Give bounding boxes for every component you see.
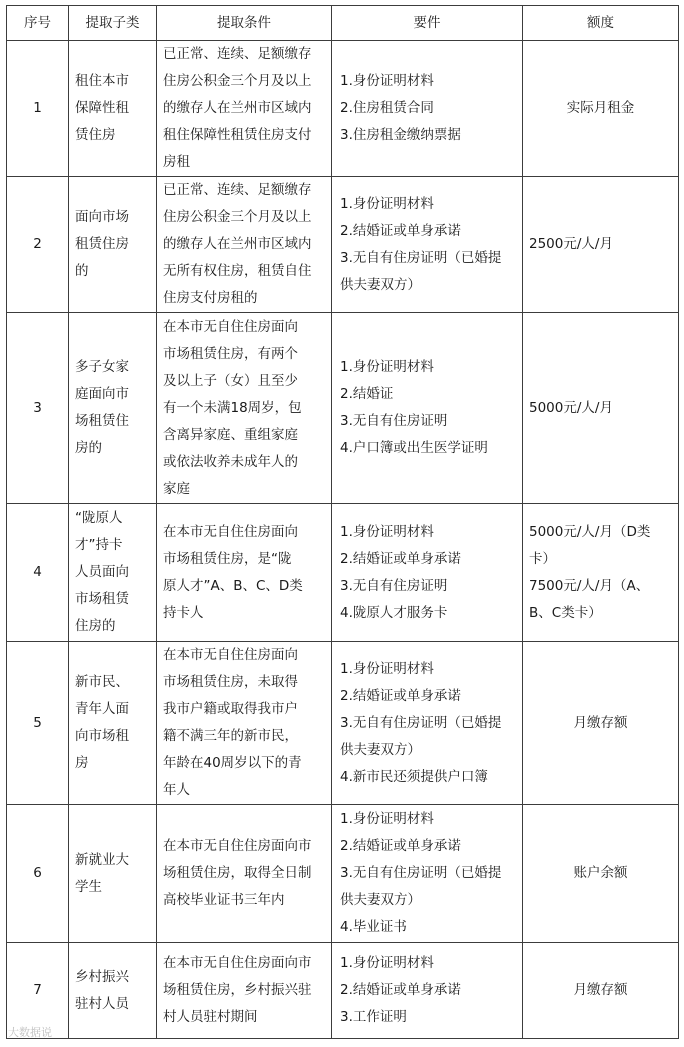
condition-cell-line: 场租赁住房，取得全日制	[163, 865, 312, 881]
subtype-cell-line: 市场租赁	[75, 591, 129, 607]
condition-cell	[157, 943, 332, 1039]
condition-cell-line: 已正常、连续、足额缴存	[163, 182, 312, 198]
requirements-cell-line: 4.户口簿或出生医学证明	[340, 440, 488, 456]
amount-cell	[523, 805, 679, 943]
condition-cell-line: 住房公积金三个月及以上	[163, 73, 312, 89]
condition-cell-line: 我市户籍或取得我市户	[163, 701, 298, 717]
amount-cell-line: 账户余额	[573, 865, 628, 881]
requirements-cell-line: 供夫妻双方）	[340, 892, 421, 908]
requirements-cell	[332, 805, 523, 943]
condition-cell-line: 及以上子（女）且至少	[163, 372, 298, 389]
amount-cell	[523, 313, 679, 504]
subtype-cell	[69, 943, 157, 1039]
amount-cell-line: 实际月租金	[566, 100, 635, 116]
subtype-cell-line: “陇原人	[75, 510, 123, 526]
subtype-cell-line: 赁住房	[75, 127, 116, 143]
requirements-cell	[332, 504, 523, 642]
condition-cell-line: 在本市无自住住房面向	[163, 318, 298, 335]
subtype-cell-line: 房	[75, 755, 89, 771]
subtype-cell	[69, 504, 157, 642]
condition-cell-line: 家庭	[163, 480, 190, 497]
requirements-cell-line: 2.住房租赁合同	[340, 100, 434, 116]
condition-cell-line: 在本市无自住住房面向	[163, 647, 298, 663]
subtype-cell-line: 保障性租	[75, 100, 129, 116]
watermark-text: 大数据说	[8, 1026, 52, 1039]
condition-cell-line: 在本市无自住住房面向	[163, 523, 298, 540]
requirements-cell-line: 3.工作证明	[340, 1009, 407, 1025]
subtype-cell-line: 驻村人员	[75, 995, 129, 1012]
condition-cell-line: 房租	[163, 154, 190, 170]
condition-cell-line: 市场租赁住房，有两个	[163, 345, 298, 362]
requirements-cell-line: 1.身份证明材料	[340, 660, 434, 677]
subtype-cell-line: 租住本市	[75, 73, 129, 89]
requirements-cell-line: 1.身份证明材料	[340, 73, 434, 89]
requirements-cell-line: 3.无自有住房证明	[340, 413, 448, 429]
condition-cell-line: 租住保障性租赁住房支付	[163, 127, 312, 143]
subtype-cell-line: 向市场租	[75, 728, 129, 744]
condition-cell	[157, 177, 332, 313]
requirements-cell-line: 1.身份证明材料	[340, 195, 434, 212]
requirements-cell-line: 4.新市民还须提供户口簿	[340, 768, 488, 785]
requirements-cell-line: 2.结婚证或单身承诺	[340, 222, 461, 239]
condition-cell-line: 村人员驻村期间	[163, 1009, 258, 1025]
header-amount: 额度	[523, 6, 679, 41]
amount-cell	[523, 943, 679, 1039]
requirements-cell-line: 3.无自有住房证明	[340, 577, 448, 594]
requirements-cell-line: 4.毕业证书	[340, 919, 407, 935]
requirements-cell	[332, 642, 523, 805]
subtype-cell-line: 多子女家	[75, 359, 129, 375]
condition-cell-line: 在本市无自住住房面向市	[163, 838, 312, 854]
subtype-cell	[69, 313, 157, 504]
row-index-cell: 6	[7, 805, 69, 943]
requirements-cell-line: 2.结婚证或单身承诺	[340, 550, 461, 567]
subtype-cell	[69, 642, 157, 805]
subtype-cell-line: 的	[75, 263, 89, 279]
requirements-cell-line: 1.身份证明材料	[340, 811, 434, 827]
requirements-cell	[332, 41, 523, 177]
table-row	[7, 642, 679, 805]
condition-cell-line: 或依法收养未成年人的	[163, 453, 298, 470]
requirements-cell-line: 3.无自有住房证明（已婚提	[340, 865, 502, 881]
requirements-cell-line: 3.住房租金缴纳票据	[340, 127, 461, 143]
condition-cell-line: 市场租赁住房，是“陇	[163, 550, 292, 567]
subtype-cell-line: 面向市场	[75, 209, 129, 225]
requirements-cell	[332, 313, 523, 504]
amount-cell-line: 月缴存额	[573, 982, 628, 998]
table-row	[7, 41, 679, 177]
subtype-cell-line: 人员面向	[75, 564, 129, 580]
condition-cell-line: 的缴存人在兰州市区域内	[163, 100, 312, 116]
amount-cell-line: 月缴存额	[573, 714, 628, 731]
amount-cell	[523, 177, 679, 313]
requirements-cell-line: 2.结婚证或单身承诺	[340, 982, 461, 998]
withdrawal-table	[6, 5, 679, 1039]
requirements-cell-line: 供夫妻双方）	[340, 276, 421, 293]
condition-cell	[157, 642, 332, 805]
requirements-cell-line: 2.结婚证或单身承诺	[340, 687, 461, 704]
row-index-cell: 3	[7, 313, 69, 504]
condition-cell-line: 籍不满三年的新市民，	[163, 728, 298, 744]
requirements-cell	[332, 177, 523, 313]
subtype-cell-line: 新就业大	[75, 851, 129, 868]
condition-cell-line: 无所有权住房，租赁自住	[163, 263, 312, 279]
requirements-cell-line: 1.身份证明材料	[340, 523, 434, 540]
condition-cell-line: 年龄在40周岁以下的青	[163, 755, 302, 771]
subtype-cell-line: 住房的	[75, 618, 116, 634]
condition-cell-line: 市场租赁住房，未取得	[163, 674, 298, 690]
table-row	[7, 504, 679, 642]
row-index-cell: 5	[7, 642, 69, 805]
amount-cell-line: B、C类卡）	[529, 604, 602, 621]
condition-cell-line: 高校毕业证书三年内	[163, 892, 285, 908]
requirements-cell	[332, 943, 523, 1039]
requirements-cell-line: 3.无自有住房证明（已婚提	[340, 249, 502, 266]
header-subtype: 提取子类	[69, 6, 157, 41]
condition-cell-line: 场租赁住房，乡村振兴驻	[163, 982, 312, 998]
condition-cell-line: 年人	[163, 782, 190, 798]
amount-cell-line: 7500元/人/月（A、	[529, 577, 650, 594]
table-row	[7, 943, 679, 1039]
header-row	[7, 6, 679, 41]
condition-cell-line: 的缴存人在兰州市区域内	[163, 236, 312, 252]
condition-cell-line: 住房支付房租的	[163, 290, 258, 306]
condition-cell	[157, 313, 332, 504]
header-condition: 提取条件	[157, 6, 332, 41]
subtype-cell-line: 学生	[75, 878, 102, 895]
row-index-cell: 1	[7, 41, 69, 177]
amount-cell-line: 卡）	[529, 550, 556, 567]
condition-cell-line: 含离异家庭、重组家庭	[163, 426, 298, 443]
amount-cell-line: 5000元/人/月（D类	[529, 523, 651, 540]
requirements-cell-line: 3.无自有住房证明（已婚提	[340, 714, 502, 731]
condition-cell-line: 有一个未满18周岁，包	[163, 399, 302, 416]
amount-cell	[523, 504, 679, 642]
table-row	[7, 177, 679, 313]
condition-cell-line: 持卡人	[163, 604, 204, 621]
header-index: 序号	[7, 6, 69, 41]
condition-cell-line: 原人才”A、B、C、D类	[163, 577, 303, 594]
subtype-cell-line: 房的	[75, 440, 102, 456]
requirements-cell-line: 供夫妻双方）	[340, 741, 421, 758]
requirements-cell-line: 1.身份证明材料	[340, 955, 434, 971]
subtype-cell	[69, 177, 157, 313]
subtype-cell-line: 租赁住房	[75, 236, 129, 252]
subtype-cell	[69, 41, 157, 177]
table-row	[7, 313, 679, 504]
condition-cell-line: 已正常、连续、足额缴存	[163, 46, 312, 62]
amount-cell	[523, 642, 679, 805]
condition-cell-line: 住房公积金三个月及以上	[163, 209, 312, 225]
row-index-cell: 4	[7, 504, 69, 642]
subtype-cell-line: 乡村振兴	[75, 968, 129, 985]
condition-cell	[157, 504, 332, 642]
requirements-cell-line: 2.结婚证或单身承诺	[340, 838, 461, 854]
subtype-cell-line: 庭面向市	[75, 386, 129, 402]
requirements-cell-line: 2.结婚证	[340, 386, 394, 402]
requirements-cell-line: 1.身份证明材料	[340, 359, 434, 375]
subtype-cell-line: 场租赁住	[75, 413, 129, 429]
requirements-cell-line: 4.陇原人才服务卡	[340, 604, 448, 621]
amount-cell	[523, 41, 679, 177]
subtype-cell-line: 新市民、	[75, 674, 129, 690]
condition-cell	[157, 805, 332, 943]
header-requirements: 要件	[332, 6, 523, 41]
condition-cell	[157, 41, 332, 177]
table-row	[7, 805, 679, 943]
row-index-cell: 7	[7, 943, 69, 1039]
subtype-cell-line: 青年人面	[75, 701, 129, 717]
amount-cell-line: 2500元/人/月	[529, 236, 613, 252]
row-index-cell: 2	[7, 177, 69, 313]
subtype-cell	[69, 805, 157, 943]
subtype-cell-line: 才”持卡	[75, 537, 123, 553]
amount-cell-line: 5000元/人/月	[529, 399, 613, 416]
condition-cell-line: 在本市无自住住房面向市	[163, 955, 312, 971]
